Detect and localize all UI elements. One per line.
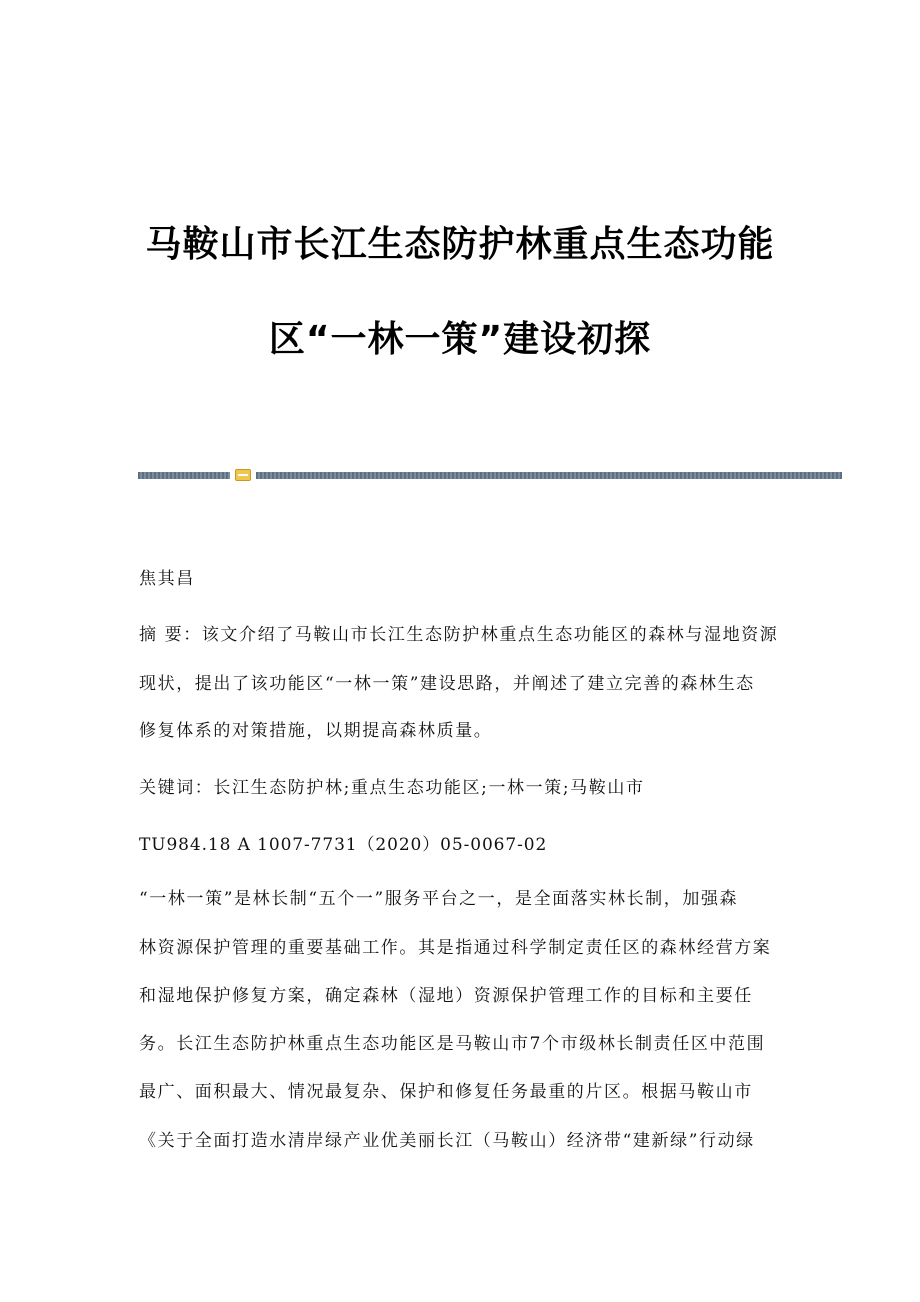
body-line-1: “一林一策”是林长制“五个一”服务平台之一，是全面落实林长制，加强森 (139, 889, 739, 909)
classification-code: TU984.18 A 1007-7731（2020）05-0067-02 (139, 835, 548, 855)
divider-bar-left (138, 472, 230, 479)
abstract-line-1: 摘 要：该文介绍了马鞍山市长江生态防护林重点生态功能区的森林与湿地资源 (139, 625, 779, 645)
document-title-line-1: 马鞍山市长江生态防护林重点生态功能 (145, 224, 775, 265)
body-line-2: 林资源保护管理的重要基础工作。其是指通过科学制定责任区的森林经营方案 (139, 938, 772, 958)
body-line-6: 《关于全面打造水清岸绿产业优美丽长江（马鞍山）经济带“建新绿”行动绿 (139, 1131, 755, 1151)
divider-bar-right (256, 472, 842, 479)
author-name: 焦其昌 (139, 569, 195, 589)
abstract-line-2: 现状，提出了该功能区“一林一策”建设思路，并阐述了建立完善的森林生态 (139, 674, 755, 694)
body-line-3: 和湿地保护修复方案，确定森林（湿地）资源保护管理工作的目标和主要任 (139, 986, 753, 1006)
divider-emblem-icon (235, 469, 251, 481)
document-title-line-2: 区“一林一策”建设初探 (268, 319, 652, 360)
title-divider (138, 469, 842, 481)
abstract-line-3: 修复体系的对策措施，以期提高森林质量。 (139, 721, 493, 741)
body-line-5: 最广、面积最大、情况最复杂、保护和修复任务最重的片区。根据马鞍山市 (139, 1082, 753, 1102)
keywords: 关键词：长江生态防护林;重点生态功能区;一林一策;马鞍山市 (139, 778, 645, 798)
body-line-4: 务。长江生态防护林重点生态功能区是马鞍山市7个市级林长制责任区中范围 (139, 1034, 766, 1054)
